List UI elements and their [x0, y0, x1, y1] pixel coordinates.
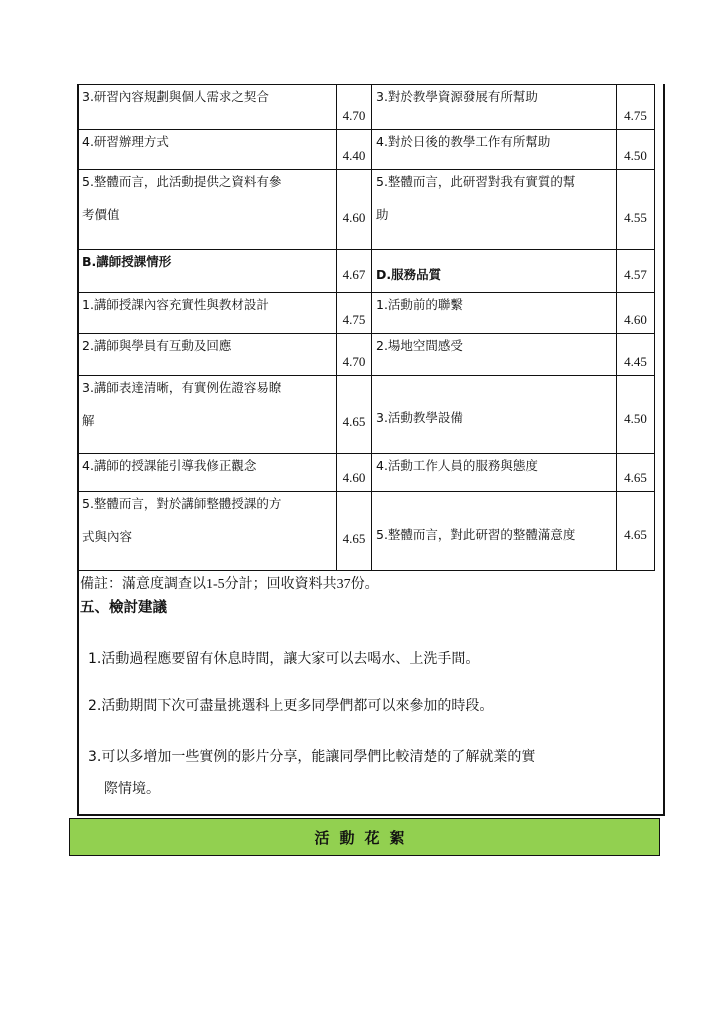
item-label-line: 5.整體而言，此研習對我有實質的幫: [376, 174, 576, 189]
table-row: [78, 85, 655, 130]
score-value: 4.60: [617, 293, 655, 334]
score-value: 4.40: [337, 130, 372, 170]
item-label-line: 式與內容: [82, 528, 133, 544]
item-label: [78, 376, 337, 454]
section-heading-b: B.講師授課情形: [78, 250, 337, 293]
score-value: 4.75: [337, 293, 372, 334]
score-value: 4.65: [337, 376, 372, 454]
item-label: 5.整體而言，對此研習的整體滿意度: [372, 492, 617, 571]
item-label-line: 5.整體而言，對於講師整體授課的方: [82, 496, 282, 511]
item-label: 3.活動教學設備: [372, 376, 617, 454]
table-row: [78, 454, 655, 492]
score-value: 4.45: [617, 334, 655, 376]
item-label-line: 助: [376, 206, 389, 222]
section-heading-d: D.服務品質: [372, 250, 617, 293]
item-label: [78, 492, 337, 571]
list-item-line: 際情境。: [104, 781, 160, 797]
score-value: 4.70: [337, 85, 372, 130]
table-row: [78, 250, 655, 293]
item-label: 4.講師的授課能引導我修正觀念: [78, 454, 337, 492]
item-label: 2.講師與學員有互動及回應: [78, 334, 337, 376]
table-row: [78, 492, 655, 571]
item-label: 4.活動工作人員的服務與態度: [372, 454, 617, 492]
score-value: 4.65: [617, 454, 655, 492]
item-label-line: 3.講師表達清晰，有實例佐證容易瞭: [82, 380, 282, 395]
note-count: 37: [336, 577, 351, 592]
table-row: [78, 170, 655, 250]
item-label-line: 考價值: [82, 206, 120, 222]
score-value: 4.55: [617, 170, 655, 250]
table-row: [78, 334, 655, 376]
score-value: 4.75: [617, 85, 655, 130]
score-value: 4.65: [337, 492, 372, 571]
score-value: 4.60: [337, 170, 372, 250]
table-row: [78, 376, 655, 454]
review-title: 五、檢討建議: [80, 599, 167, 616]
item-label-line: 解: [82, 412, 95, 428]
score-value: 4.50: [617, 130, 655, 170]
score-value: 4.50: [617, 376, 655, 454]
survey-note: [80, 573, 379, 593]
item-label: 4.研習辦理方式: [78, 130, 337, 170]
item-label: 1.講師授課內容充實性與教材設計: [78, 293, 337, 334]
score-value: 4.65: [617, 492, 655, 571]
score-value: 4.67: [337, 250, 372, 293]
table-row: [78, 293, 655, 334]
note-suffix: 份。: [350, 576, 379, 592]
item-label: 3.研習內容規劃與個人需求之契合: [78, 85, 337, 130]
table-row: [78, 130, 655, 170]
list-item: 2.活動期間下次可盡量挑選科上更多同學們都可以來參加的時段。: [88, 698, 494, 714]
item-label: [372, 170, 617, 250]
item-label: 4.對於日後的教學工作有所幫助: [372, 130, 617, 170]
satisfaction-table: [77, 84, 655, 571]
item-label: [78, 170, 337, 250]
list-item-line: 3.可以多增加一些實例的影片分享，能讓同學們比較清楚的了解就業的實: [88, 749, 536, 765]
note-scale: 1-5: [206, 577, 225, 592]
item-label-line: 5.整體而言，此活動提供之資料有參: [82, 174, 282, 189]
score-value: 4.57: [617, 250, 655, 293]
item-label: 1.活動前的聯繫: [372, 293, 617, 334]
note-prefix: 備註：滿意度調查以: [80, 576, 206, 592]
score-value: 4.60: [337, 454, 372, 492]
activity-highlights-banner: 活動花絮: [69, 818, 660, 856]
score-value: 4.70: [337, 334, 372, 376]
item-label: 3.對於教學資源發展有所幫助: [372, 85, 617, 130]
item-label: 2.場地空間感受: [372, 334, 617, 376]
list-item: 1.活動過程應要留有休息時間，讓大家可以去喝水、上洗手間。: [88, 651, 480, 667]
list-item: [88, 741, 643, 805]
note-middle: 分計；回收資料共: [224, 576, 337, 592]
